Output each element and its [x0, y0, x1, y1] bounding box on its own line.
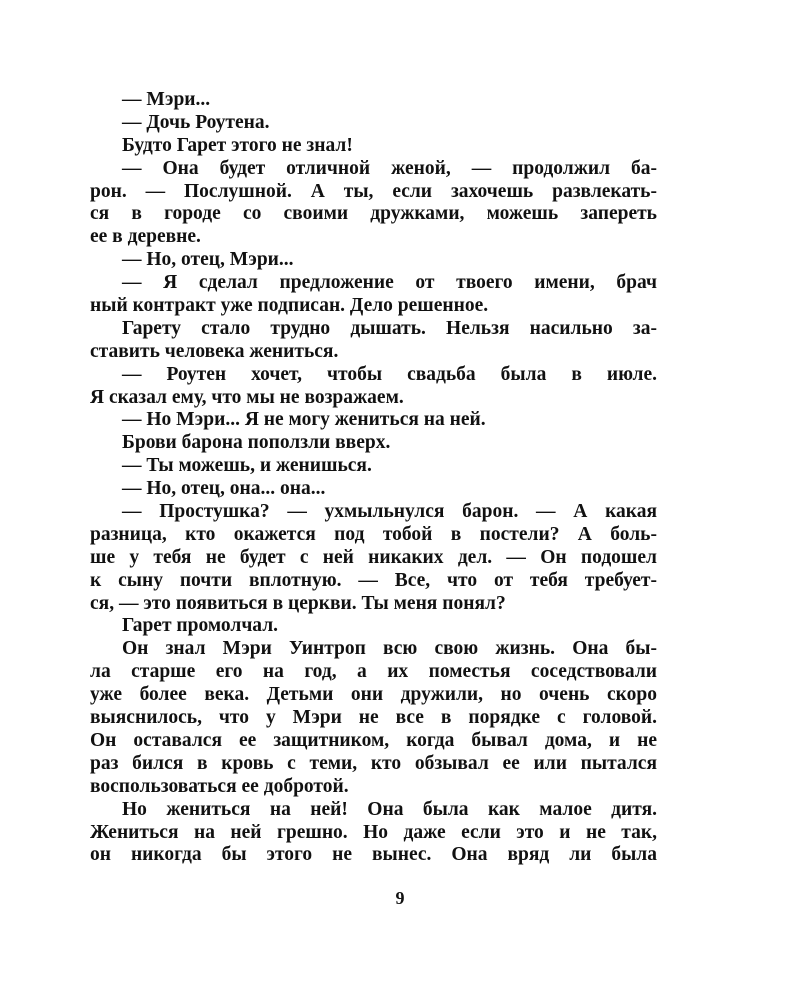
- text-line: — Дочь Роутена.: [122, 111, 270, 133]
- text-line: Я сказал ему, что мы не возражаем.: [90, 386, 404, 408]
- text-line: — Роутен хочет, чтобы свадьба была в июле.: [122, 363, 657, 385]
- text-line: к сыну почти вплотную. — Все, что от тебя требует-: [90, 569, 657, 591]
- text-line: ставить человека жениться.: [90, 340, 339, 362]
- text-line: Будто Гарет этого не знал!: [122, 134, 353, 156]
- text-line: Он оставался ее защитником, когда бывал дома, и не: [90, 729, 657, 751]
- text-line: — Но, отец, она... она...: [122, 478, 326, 500]
- text-line: рон. — Послушной. А ты, если захочешь развлекать-: [90, 180, 657, 202]
- text-line: ее в деревне.: [90, 226, 201, 248]
- text-line: ный контракт уже подписан. Дело решенное.: [90, 295, 489, 317]
- text-line: — Но Мэри... Я не могу жениться на ней.: [122, 409, 486, 431]
- text-line: Он знал Мэри Уинтроп всю свою жизнь. Она бы-: [122, 638, 657, 660]
- text-line: раз бился в кровь с теми, кто обзывал ее или пытался: [90, 752, 657, 774]
- text-line: — Она будет отличной женой, — продолжил ба-: [122, 157, 657, 179]
- body-text: [90, 89, 657, 867]
- text-line: ся в городе со своими дружками, можешь запереть: [90, 203, 657, 225]
- text-line: — Мэри...: [122, 89, 211, 110]
- text-line: ся, — это появиться в церкви. Ты меня понял?: [90, 592, 506, 614]
- text-line: — Я сделал предложение от твоего имени, брач: [122, 272, 657, 294]
- text-line: ла старше его на год, а их поместья соседствовали: [90, 661, 657, 683]
- text-line: Брови барона поползли вверх.: [122, 432, 391, 454]
- text-line: разница, кто окажется под тобой в постели? А боль-: [90, 523, 657, 545]
- text-line: Гарет промолчал.: [122, 615, 279, 637]
- text-line: — Но, отец, Мэри...: [122, 249, 294, 271]
- text-line: воспользоваться ее добротой.: [90, 775, 349, 797]
- text-line: ше у тебя не будет с ней никаких дел. — Он подошел: [90, 546, 657, 568]
- page-number: 9: [395, 888, 405, 908]
- text-line: Но жениться на ней! Она была как малое дитя.: [122, 798, 657, 820]
- text-line: уже более века. Детьми они дружили, но очень скоро: [90, 684, 657, 706]
- text-line: — Простушка? — ухмыльнулся барон. — А какая: [122, 501, 657, 523]
- text-line: Жениться на ней грешно. Но даже если это и не так,: [90, 821, 657, 843]
- text-line: выяснилось, что у Мэри не все в порядке с головой.: [90, 707, 657, 729]
- text-line: Гарету стало трудно дышать. Нельзя насильно за-: [122, 317, 657, 339]
- text-line: — Ты можешь, и женишься.: [122, 455, 372, 477]
- text-line: он никогда бы этого не вынес. Она вряд ли была: [90, 844, 657, 866]
